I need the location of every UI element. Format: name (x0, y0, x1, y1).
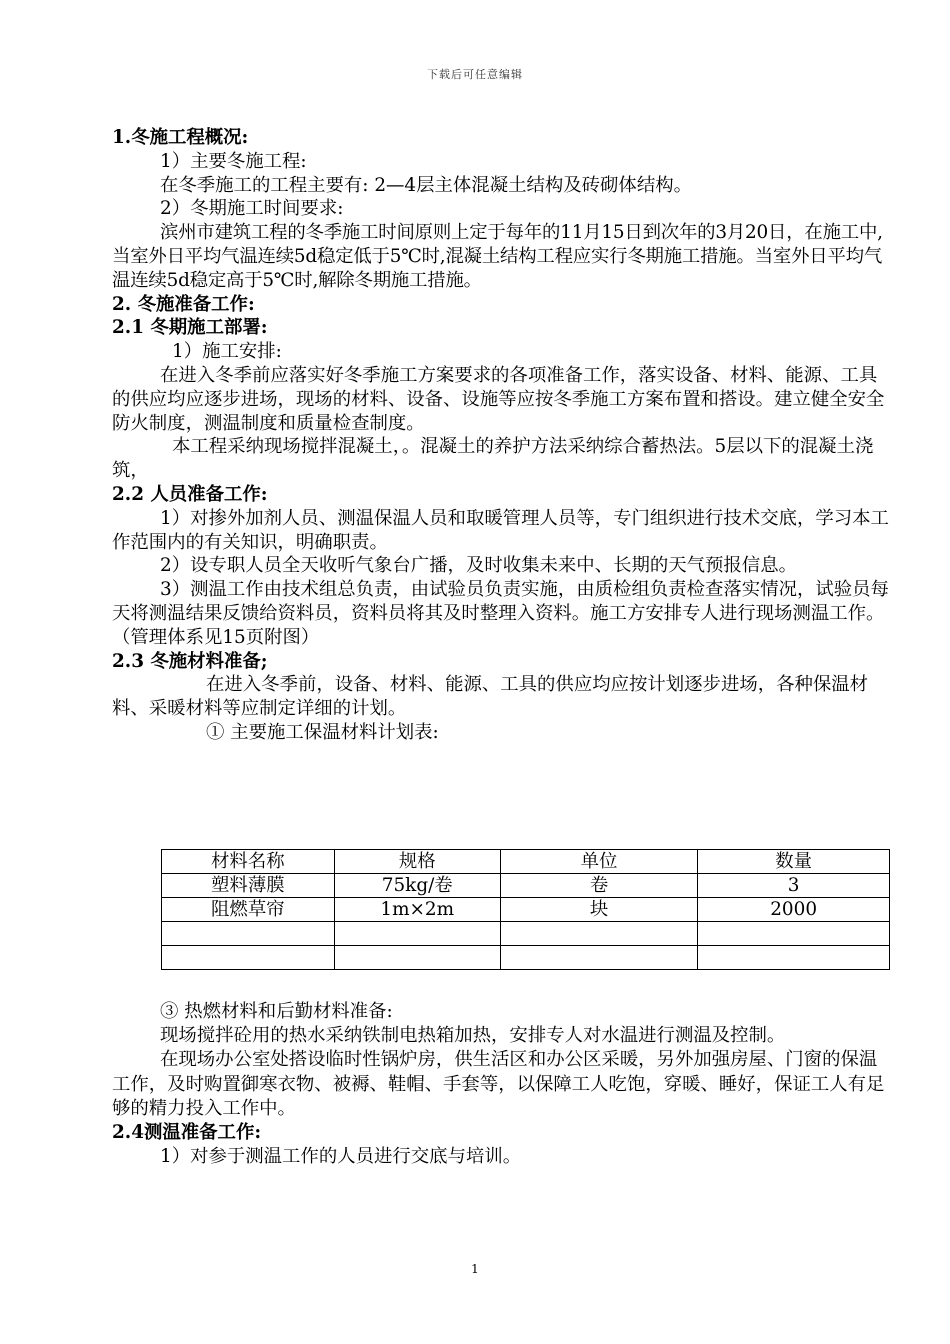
table-row (162, 946, 890, 970)
section-2-3-item-3-paragraph-2: 在现场办公室处搭设临时性锅炉房，供生活区和办公区采暖，另外加强房屋、门窗的保温工作，及时购置御寒衣物、被褥、鞋帽、手套等，以保障工人吃饱，穿暖、睡好，保证工人有足够的精力投入工作中。 (112, 1049, 885, 1119)
table-header-cell: 材料名称 (162, 850, 335, 874)
section-2-2-item-1: 1）对掺外加剂人员、测温保温人员和取暖管理人员等，专门组织进行技术交底，学习本工作范围内的有关知识，明确职责。 (112, 507, 889, 553)
section-1-subheading-1: 1）主要冬施工程: (160, 150, 307, 172)
section-2-2-item-2: 2）设专职人员全天收听气象台广播，及时收集未来中、长期的天气预报信息。 (160, 555, 797, 577)
section-1-subheading-2: 2）冬期施工时间要求: (160, 198, 344, 220)
page-number: 1 (471, 1262, 479, 1276)
table-cell (500, 922, 697, 946)
table-cell (698, 922, 890, 946)
section-2-1-subheading: 1）施工安排: (172, 341, 282, 363)
table-caption: ① 主要施工保温材料计划表: (206, 721, 439, 743)
section-2-3-paragraph: 在进入冬季前，设备、材料、能源、工具的供应均应按计划逐步进场，各种保温材料、采暖材料等应制定详细的计划。 (112, 674, 869, 720)
section-2-heading: 2. 冬施准备工作: (112, 293, 255, 315)
table-cell: 3 (698, 874, 890, 898)
materials-table (161, 849, 890, 970)
section-2-2-item-3: 3）测温工作由技术组总负责，由试验员负责实施，由质检组负责检查落实情况，试验员每天将测温结果反馈给资料员，资料员将其及时整理入资料。施工方安排专人进行现场测温工作。（管理体系见15页附图） (112, 579, 889, 648)
table-cell: 阻燃草帘 (162, 898, 335, 922)
table-row (162, 922, 890, 946)
section-2-1-heading: 2.1 冬期施工部署: (112, 317, 268, 339)
document-body (112, 126, 894, 745)
table-row (162, 874, 890, 898)
section-1-heading: 1.冬施工程概况: (112, 127, 249, 148)
section-2-3-item-3: ③ 热燃材料和后勤材料准备: (160, 1001, 393, 1022)
table-header-row (162, 850, 890, 874)
table-cell: 块 (500, 898, 697, 922)
table-cell (500, 946, 697, 970)
page-header-note: 下载后可任意编辑 (427, 68, 523, 81)
section-2-4-heading: 2.4测温准备工作: (112, 1122, 262, 1144)
section-1-paragraph-2: 滨州市建筑工程的冬季施工时间原则上定于每年的11月15日到次年的3月20日，在施工中,当室外日平均气温连续5d稳定低于5℃时,混凝土结构工程应实行冬期施工措施。当室外日平均气温连续5d稳定高于5℃时,解除冬期施工措施。 (112, 222, 883, 291)
section-2-3-item-3-paragraph-1: 现场搅拌砼用的热水采纳铁制电热箱加热，安排专人对水温进行测温及控制。 (160, 1025, 786, 1047)
table-cell (162, 946, 335, 970)
section-2-3-heading: 2.3 冬施材料准备; (112, 650, 268, 672)
document-body-continued (112, 1000, 894, 1169)
section-2-2-heading: 2.2 人员准备工作: (112, 483, 268, 505)
table-cell (334, 946, 500, 970)
section-1-paragraph-1: 在冬季施工的工程主要有: 2—4层主体混凝土结构及砖砌体结构。 (160, 174, 692, 196)
table-header-cell: 规格 (334, 850, 500, 874)
section-2-1-paragraph-1: 在进入冬季前应落实好冬季施工方案要求的各项准备工作，落实设备、材料、能源、工具的供应均应逐步进场，现场的材料、设备、设施等应按冬季施工方案布置和搭设。建立健全安全防火制度，测温制度和质量检查制度。 (112, 364, 885, 434)
table-cell (698, 946, 890, 970)
table-header-cell: 单位 (500, 850, 697, 874)
section-2-1-paragraph-2: 本工程采纳现场搅拌混凝土，。混凝土的养护方法采纳综合蓄热法。5层以下的混凝土浇筑， (112, 436, 874, 482)
section-2-4-item-1: 1）对参于测温工作的人员进行交底与培训。 (160, 1146, 522, 1168)
table-cell (162, 922, 335, 946)
table-cell: 塑料薄膜 (162, 874, 335, 898)
table-cell: 2000 (698, 898, 890, 922)
table-cell: 卷 (500, 874, 697, 898)
table-cell: 75kg/卷 (334, 874, 500, 898)
table-cell (334, 922, 500, 946)
table-header-cell: 数量 (698, 850, 890, 874)
table-cell: 1m×2m (334, 898, 500, 922)
table-row (162, 898, 890, 922)
